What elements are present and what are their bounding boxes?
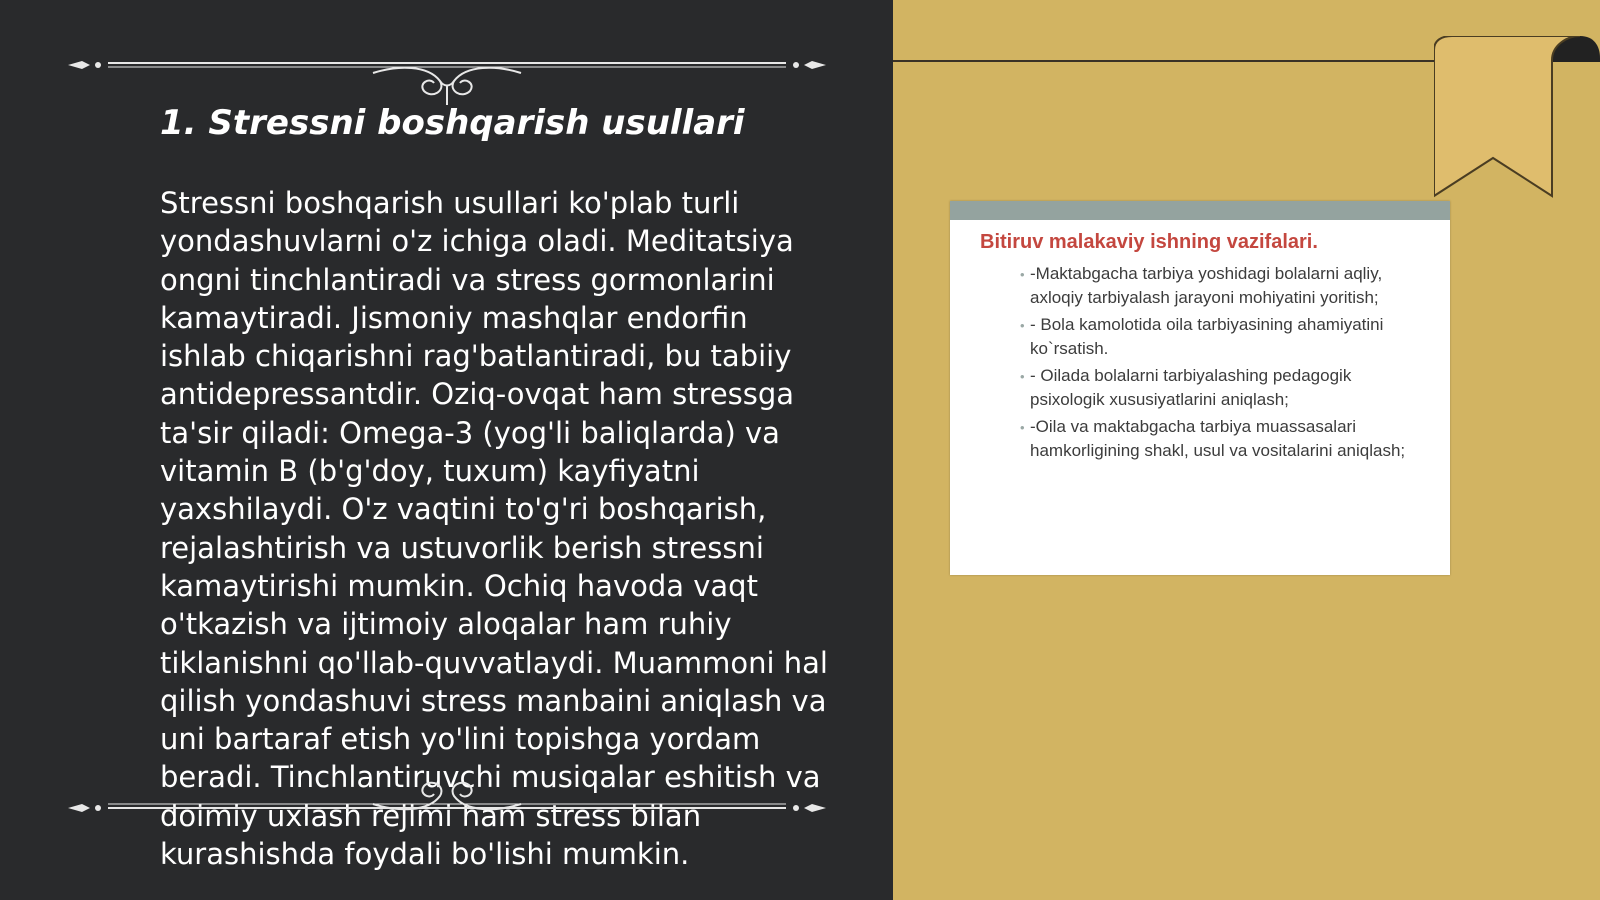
list-item-text: -Oila va maktabgacha tarbiya muassasalari hamkorligining shakl, usul va vositalarini aniqlash;: [1030, 417, 1406, 460]
scroll-ornament-icon: [68, 780, 826, 830]
list-item: [1020, 313, 1420, 360]
bullet-icon: •: [1020, 369, 1025, 384]
card-header-band: [950, 201, 1450, 220]
list-item-text: -Maktabgacha tarbiya yoshidagi bolalarni aqliy, axloqiy tarbiyalash jarayoni mohiyatini yoritish;: [1030, 264, 1383, 307]
slide-title: 1. Stressni boshqarish usullari: [160, 103, 745, 143]
list-item-text: - Bola kamolotida oila tarbiyasining ahamiyatini ko`rsatish.: [1030, 315, 1384, 358]
scroll-ornament-icon: [68, 55, 826, 105]
bullet-icon: •: [1020, 267, 1025, 282]
list-item-text: - Oilada bolalarni tarbiyalashing pedagogik psixologik xususiyatlarini aniqlash;: [1030, 366, 1352, 409]
slide-body-text: Stressni boshqarish usullari ko'plab turli yondashuvlarni o'z ichiga oladi. Meditatsiya ongni tinchlantiradi va stress gormonlarini kamaytiradi. Jismoniy mashqlar endorfin ishlab chiqarishni rag'batlantiradi, bu tabiiy antidepressantdir. Oziq-ovqat ham stressga ta'sir qiladi: Omega-3 (yog'li baliqlarda) va vitamin B (b'g'doy, tuxum) kayfiyatni yaxshilaydi. O'z vaqtini to'g'ri boshqarish, rejalashtirish va ustuvorlik berish stressni kamaytirishi mumkin. Ochiq havoda vaqt o'tkazish va ijtimoiy aloqalar ham ruhiy tiklanishni qo'llab-quvvatlaydi. Muammoni hal qilish yondashuvi stress manbaini aniqlash va uni bartaraf etish yo'lini topishga yordam beradi. Tinchlantiruvchi musiqalar eshitish va doimiy uxlash rejimi ham stress bilan kurashishda foydali bo'lishi mumkin.: [160, 186, 828, 872]
bookmark-ribbon-icon: [1434, 36, 1600, 198]
list-item: [1020, 262, 1420, 309]
card-title: Bitiruv malakaviy ishning vazifalari.: [980, 231, 1318, 253]
list-item: [1020, 364, 1420, 411]
card-task-list: [950, 262, 1450, 462]
list-item: [1020, 415, 1420, 462]
bullet-icon: •: [1020, 420, 1025, 435]
bullet-icon: •: [1020, 318, 1025, 333]
image-card: [950, 201, 1450, 575]
